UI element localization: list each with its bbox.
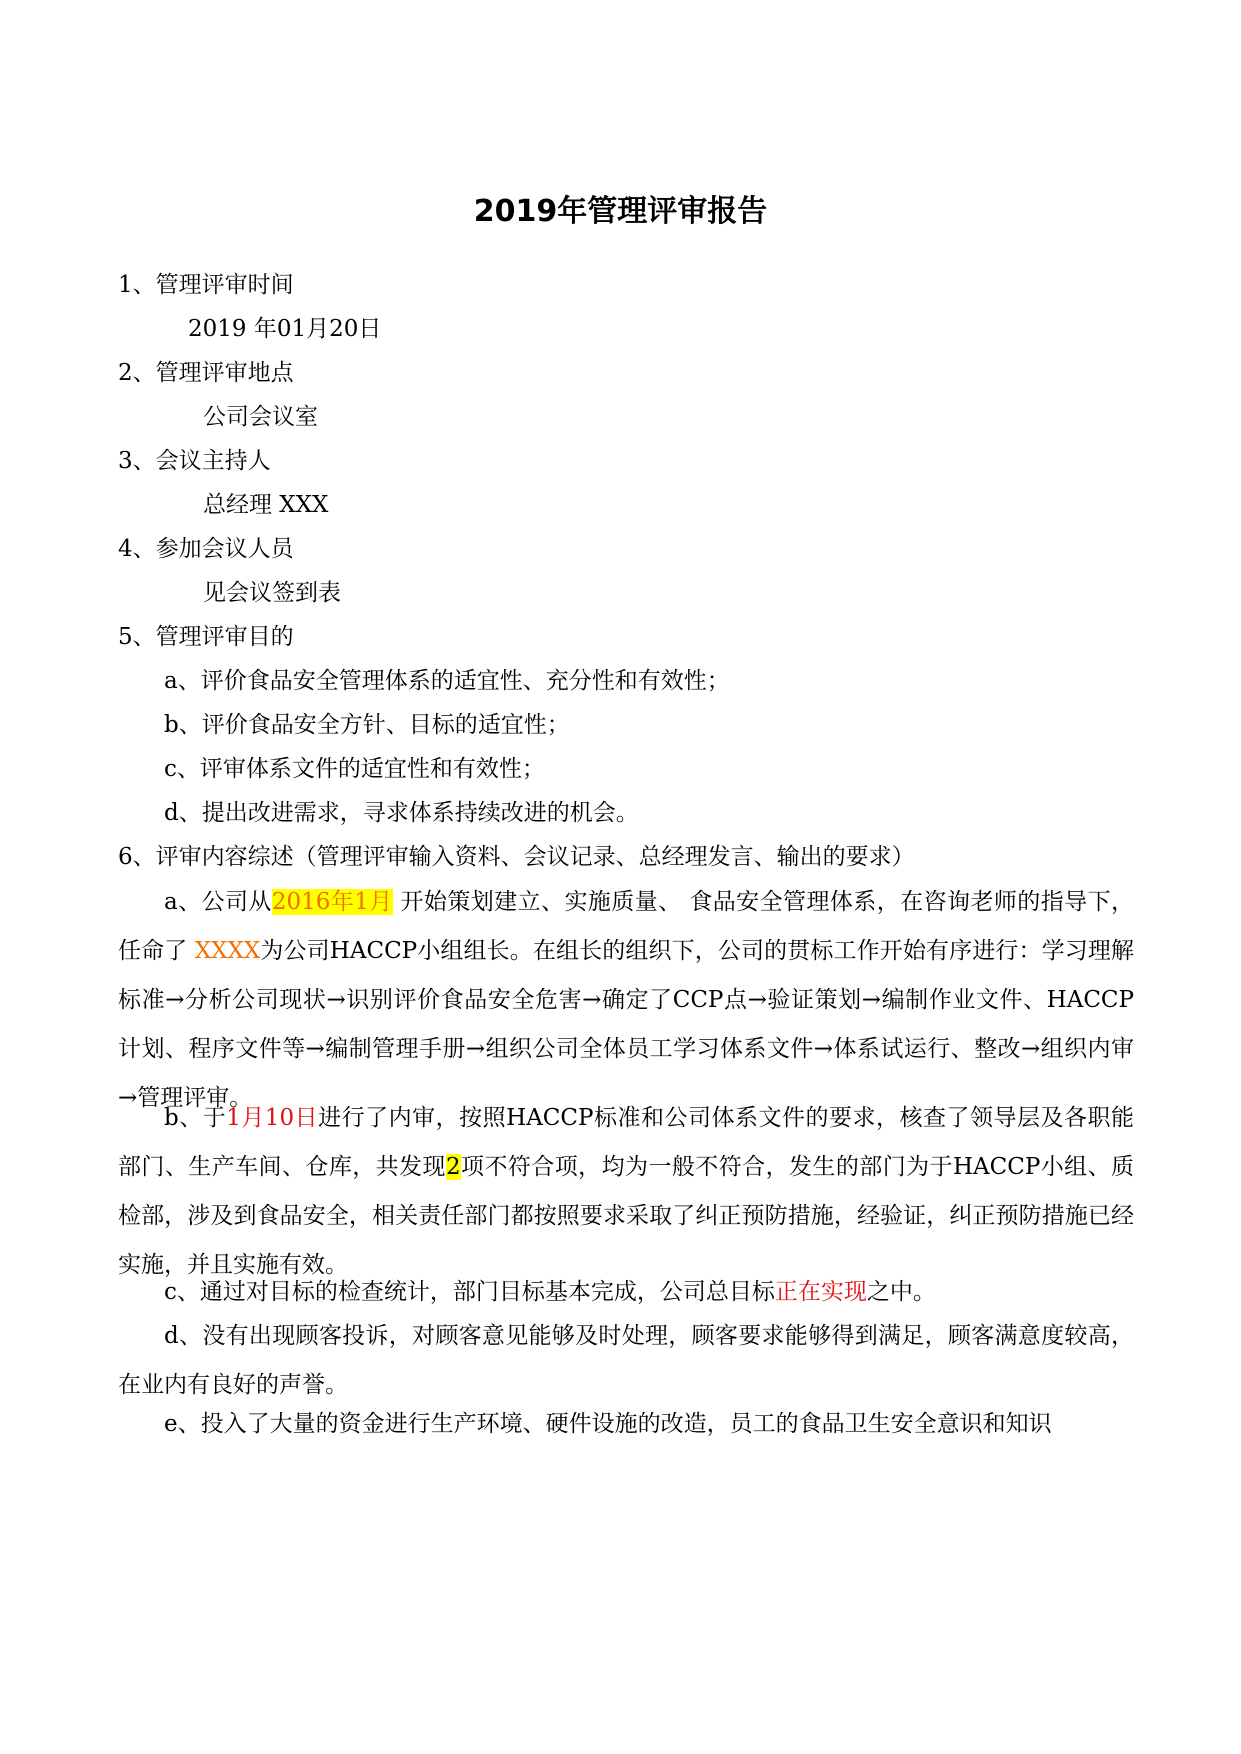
summary-paragraph-c	[118, 1268, 1134, 1317]
summary-b-text-3: 项不符合项，均为一般不符合，发生的部门为于HACCP小组、质检部，涉及到食品安全，相关责任部门都按照要求采取了纠正预防措施，经验证，纠正预防措施已经实施，并且实施有效。	[118, 1154, 1135, 1278]
summary-b-audit-date: 1月10日	[226, 1105, 319, 1131]
summary-c-status: 正在实现	[774, 1279, 867, 1305]
summary-a-highlight-date: 2016年1月	[271, 889, 393, 915]
summary-paragraph-e: e、投入了大量的资金进行生产环境、硬件设施的改造，员工的食品卫生安全意识和知识	[164, 1411, 1052, 1437]
summary-paragraph-b	[118, 1094, 1134, 1290]
item-host-label: 3、会议主持人	[118, 448, 271, 474]
summary-a-text-2: 开始策划建立、实施质量、 食品安全管理体系，在咨询老师的指导下，任命了	[118, 889, 1135, 964]
summary-a-text-1: a、公司从	[164, 889, 272, 915]
summary-label: 6、评审内容综述（管理评审输入资料、会议记录、总经理发言、输出的要求）	[118, 844, 915, 870]
summary-b-text-1: b、于	[164, 1105, 227, 1131]
item-time-label: 1、管理评审时间	[118, 272, 294, 298]
item-location-label: 2、管理评审地点	[118, 360, 294, 386]
purpose-point-d: d、提出改进需求，寻求体系持续改进的机会。	[164, 800, 639, 826]
summary-a-leader-name: XXXX	[194, 938, 261, 964]
purpose-point-a: a、评价食品安全管理体系的适宜性、充分性和有效性；	[164, 668, 730, 694]
summary-b-nonconformity-count: 2	[445, 1154, 461, 1180]
summary-a-text-3: 为公司HACCP小组组长。在组长的组织下，公司的贯标工作开始有序进行：学习理解标准→分析公司现状→识别评价食品安全危害→确定了CCP点→验证策划→编制作业文件、HACCP计划、程序文件等→编制管理手册→组织公司全体员工学习体系文件→体系试运行、整改→组织内审→管理评审。	[118, 938, 1134, 1111]
item-attendees-value: 见会议签到表	[203, 580, 341, 606]
summary-c-text-1: c、通过对目标的检查统计，部门目标基本完成，公司总目标	[164, 1279, 775, 1305]
item-time-value: 2019 年01月20日	[188, 316, 382, 342]
summary-paragraph-d: d、没有出现顾客投诉，对顾客意见能够及时处理，顾客要求能够得到满足，顾客满意度较高，在业内有良好的声誉。	[118, 1323, 1134, 1398]
summary-paragraph-a	[118, 878, 1134, 1123]
item-location-value: 公司会议室	[203, 404, 318, 430]
purpose-label: 5、管理评审目的	[118, 624, 294, 650]
item-host-value: 总经理 XXX	[203, 492, 329, 518]
purpose-point-b: b、评价食品安全方针、目标的适宜性；	[164, 712, 570, 738]
purpose-point-c: c、评审体系文件的适宜性和有效性；	[164, 756, 545, 782]
summary-b-text-2: 进行了内审，按照HACCP标准和公司体系文件的要求，核查了领导层及各职能部门、生产车间、仓库，共发现	[118, 1105, 1134, 1180]
report-title: 2019年管理评审报告	[473, 194, 768, 229]
summary-c-text-2: 之中。	[866, 1279, 936, 1305]
item-attendees-label: 4、参加会议人员	[118, 536, 294, 562]
